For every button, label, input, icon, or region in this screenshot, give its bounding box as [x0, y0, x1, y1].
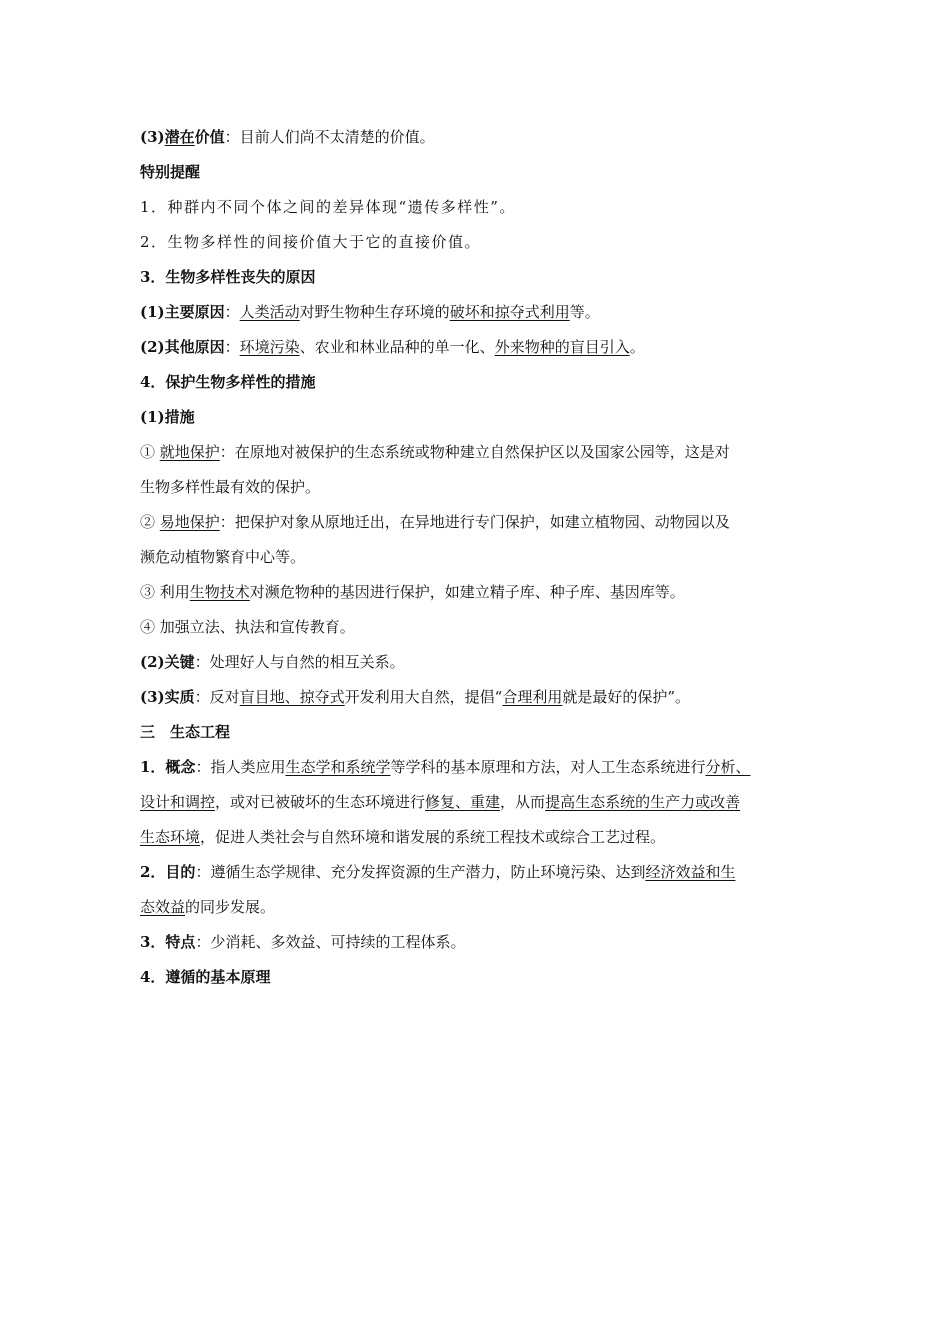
text-segment: ①	[140, 443, 160, 461]
text-segment: 等学科的基本原理和方法，对人工生态系统进行	[390, 758, 706, 776]
underlined-term: 环境污染	[239, 338, 300, 356]
underlined-term: 潜在	[164, 128, 195, 146]
text-segment: ，或对已被破坏的生态环境进行	[215, 793, 426, 811]
text-line	[140, 686, 690, 708]
text-segment: 。	[629, 338, 645, 356]
underlined-term: 修复、重建	[425, 793, 501, 811]
text-segment: 2．生物多样性的间接价值大于它的直接价值。	[140, 233, 482, 251]
text-segment: ：指人类应用	[195, 758, 286, 776]
text-segment: ②	[140, 513, 160, 531]
underlined-term: 易地保护	[159, 513, 220, 531]
underlined-term: 就地保护	[159, 443, 220, 461]
text-line	[140, 476, 320, 498]
text-segment: 三 生态工程	[140, 723, 231, 741]
underlined-term: 经济效益和生	[645, 863, 736, 881]
underlined-term: 分析、	[705, 758, 751, 776]
text-segment: (3)实质	[140, 688, 195, 706]
underlined-term: 盲目地、掠夺式	[239, 688, 345, 706]
text-segment: ：反对	[194, 688, 240, 706]
underlined-term: 外来物种的盲目引入	[494, 338, 630, 356]
text-line	[140, 546, 305, 568]
text-segment: 开发利用大自然，提倡“	[344, 688, 503, 706]
text-segment: 就是最好的保护”。	[562, 688, 691, 706]
text-line	[140, 406, 195, 428]
underlined-term: 人类活动	[239, 303, 300, 321]
text-line	[140, 266, 315, 288]
text-segment: 对濒危物种的基因进行保护，如建立精子库、种子库、基因库等。	[249, 583, 685, 601]
text-segment: 生物多样性最有效的保护。	[140, 478, 321, 496]
text-segment: ：目前人们尚不太清楚的价值。	[224, 128, 435, 146]
text-line	[140, 721, 230, 743]
underlined-term: 提高生态系统的生产力或改善	[545, 793, 741, 811]
text-segment: ：处理好人与自然的相互关系。	[194, 653, 405, 671]
text-segment: 2．目的	[140, 863, 196, 881]
text-segment: 濒危动植物繁育中心等。	[140, 548, 306, 566]
underlined-term: 合理利用	[502, 688, 563, 706]
text-line	[140, 791, 740, 813]
text-line	[140, 231, 481, 253]
text-line	[140, 441, 730, 463]
text-segment: 1．种群内不同个体之间的差异体现“遗传多样性”。	[140, 198, 516, 216]
underlined-term: 生态环境	[140, 828, 201, 846]
text-line	[140, 581, 685, 603]
text-segment: 对野生物种生存环境的	[299, 303, 450, 321]
text-segment: ，从而	[500, 793, 546, 811]
text-line	[140, 826, 665, 848]
underlined-term: 设计和调控	[140, 793, 216, 811]
text-line	[140, 616, 355, 638]
text-line	[140, 511, 730, 533]
text-segment: ：遵循生态学规律、充分发挥资源的生产潜力，防止环境污染、达到	[195, 863, 646, 881]
text-segment: (2)关键	[140, 653, 195, 671]
text-line	[140, 966, 270, 988]
text-segment: 价值	[194, 128, 225, 146]
text-segment: (1)措施	[140, 408, 195, 426]
text-line	[140, 371, 315, 393]
text-segment: ：少消耗、多效益、可持续的工程体系。	[195, 933, 466, 951]
text-line	[140, 861, 735, 883]
text-line	[140, 161, 200, 183]
text-segment: ：把保护对象从原地迁出，在异地进行专门保护，如建立植物园、动物园以及	[219, 513, 730, 531]
underlined-term: 破坏和掠夺式利用	[449, 303, 570, 321]
text-segment: 4．遵循的基本原理	[140, 968, 271, 986]
text-line	[140, 756, 751, 778]
underlined-term: 生态学和系统学	[285, 758, 391, 776]
text-segment: (1)主要原因	[140, 303, 225, 321]
text-segment: ：在原地对被保护的生态系统或物种建立自然保护区以及国家公园等，这是对	[219, 443, 730, 461]
text-line	[140, 196, 516, 218]
text-segment: 3．生物多样性丧失的原因	[140, 268, 316, 286]
text-segment: 等。	[569, 303, 600, 321]
text-segment: ：	[224, 338, 240, 356]
text-segment: (2)其他原因	[140, 338, 225, 356]
text-segment: 的同步发展。	[185, 898, 276, 916]
text-line	[140, 651, 405, 673]
text-segment: 特别提醒	[140, 163, 201, 181]
text-line	[140, 336, 645, 358]
text-segment: 1．概念	[140, 758, 196, 776]
text-segment: ④ 加强立法、执法和宣传教育。	[140, 618, 355, 636]
text-line	[140, 896, 275, 918]
text-segment: 、农业和林业品种的单一化、	[299, 338, 495, 356]
text-segment: 3．特点	[140, 933, 196, 951]
text-segment: (3)	[140, 128, 165, 146]
text-segment: ，促进人类社会与自然环境和谐发展的系统工程技术或综合工艺过程。	[200, 828, 666, 846]
text-segment: 4．保护生物多样性的措施	[140, 373, 316, 391]
text-line	[140, 126, 435, 148]
text-segment: ③ 利用	[140, 583, 190, 601]
underlined-term: 态效益	[140, 898, 186, 916]
text-line	[140, 931, 465, 953]
text-line	[140, 301, 600, 323]
underlined-term: 生物技术	[189, 583, 250, 601]
text-segment: ：	[224, 303, 240, 321]
